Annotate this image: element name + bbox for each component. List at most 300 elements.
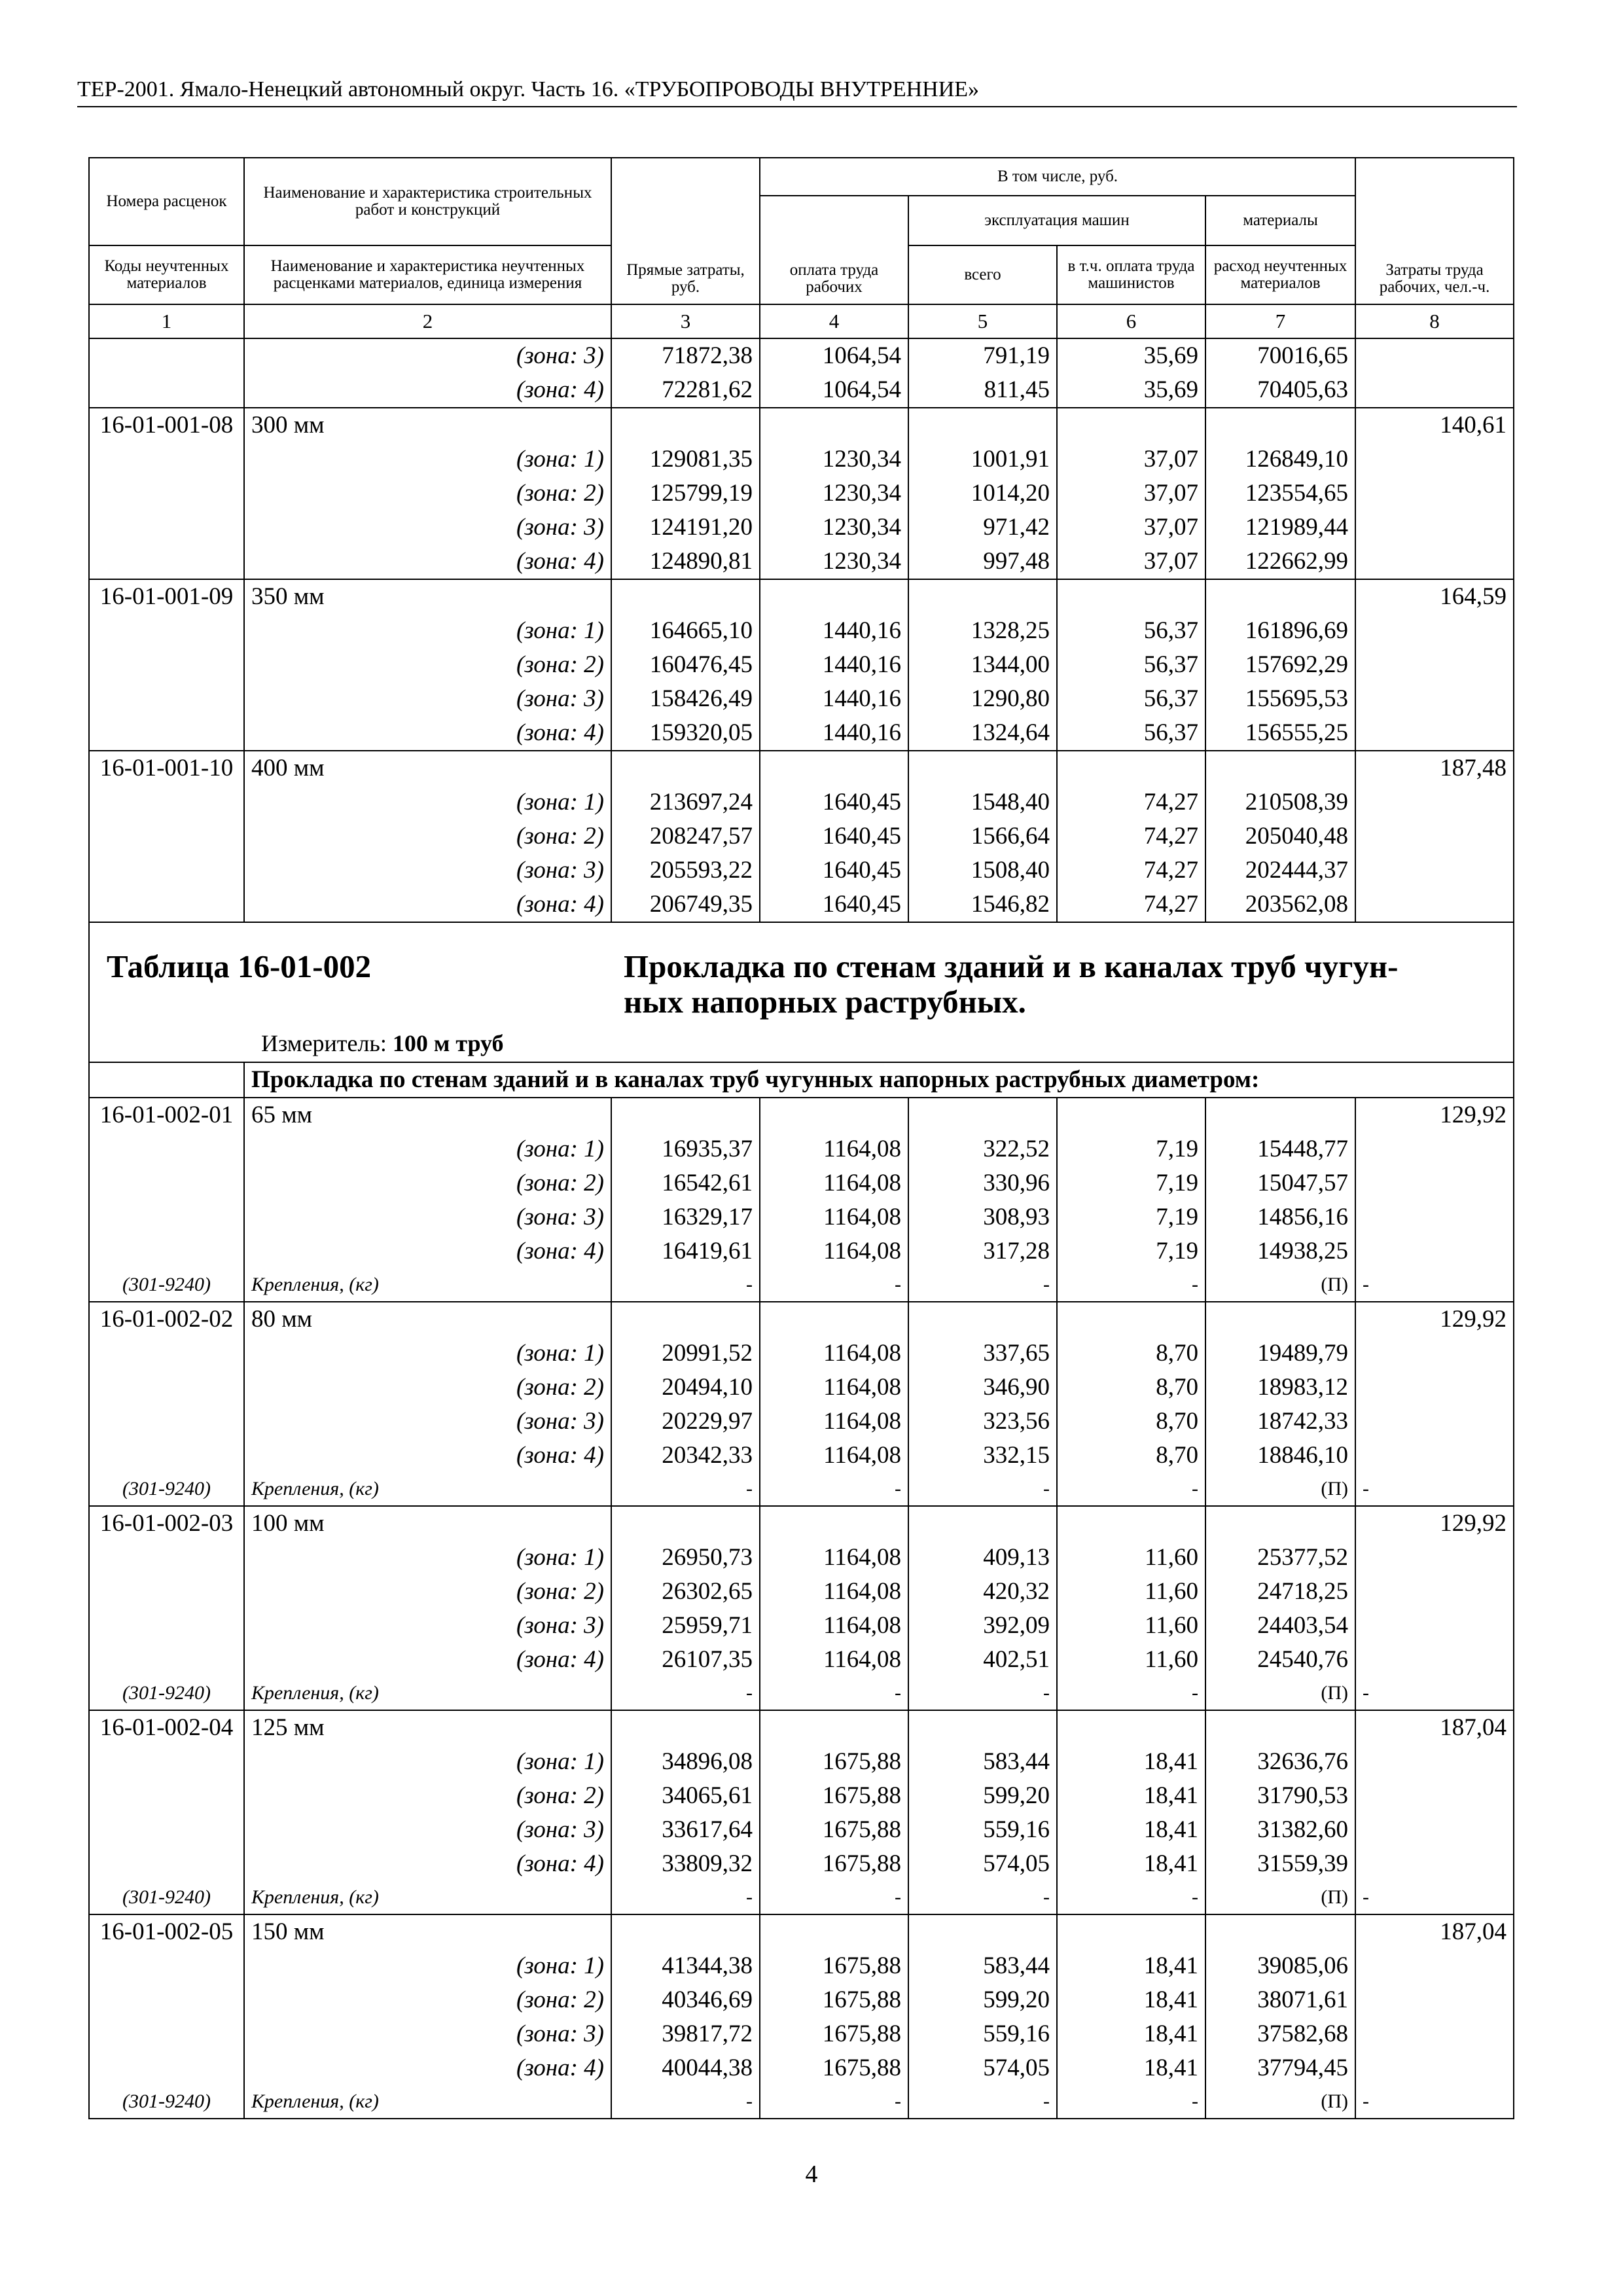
zone-label: (зона: 2) (244, 1983, 611, 2017)
materials-cost: 15047,57 (1205, 1166, 1355, 1200)
machinist-pay: 56,37 (1057, 648, 1205, 682)
material-value: - (908, 1677, 1057, 1710)
direct-cost: 34896,08 (611, 1745, 760, 1779)
labor-pay: 1675,88 (760, 1949, 908, 1983)
code-cell (89, 1847, 244, 1881)
material-value: - (1057, 1473, 1205, 1506)
empty-cell (611, 751, 760, 785)
labor-cost-cell (1355, 373, 1514, 408)
code-cell (89, 785, 244, 819)
machinist-pay: 18,41 (1057, 1779, 1205, 1813)
machines-total: 322,52 (908, 1132, 1057, 1166)
material-code: (301-9240) (89, 1268, 244, 1302)
machines-total: 971,42 (908, 511, 1057, 545)
code-cell (89, 682, 244, 716)
labor-cost-cell (1355, 1132, 1514, 1166)
machines-total: 330,96 (908, 1166, 1057, 1200)
empty-cell (1205, 1302, 1355, 1336)
direct-cost: 72281,62 (611, 373, 760, 408)
empty-cell (908, 1302, 1057, 1336)
materials-cost: 38071,61 (1205, 1983, 1355, 2017)
labor-cost-cell (1355, 1575, 1514, 1609)
material-labor: - (1355, 1473, 1514, 1506)
empty-cell (1205, 1710, 1355, 1745)
direct-cost: 125799,19 (611, 476, 760, 511)
zone-label: (зона: 1) (244, 1949, 611, 1983)
labor-cost-cell (1355, 338, 1514, 373)
direct-cost: 206749,35 (611, 888, 760, 922)
page-number: 4 (805, 2161, 818, 2188)
code-cell (89, 888, 244, 922)
code-cell (89, 1166, 244, 1200)
code-cell (89, 1336, 244, 1371)
zone-row (89, 614, 1514, 648)
rate-name: 300 мм (244, 408, 611, 442)
code-cell (89, 2051, 244, 2085)
table-body-part1 (89, 338, 1514, 922)
header-rule (77, 106, 1517, 107)
labor-pay: 1164,08 (760, 1541, 908, 1575)
machinist-pay: 8,70 (1057, 1439, 1205, 1473)
labor-pay: 1440,16 (760, 648, 908, 682)
material-value: - (908, 1473, 1057, 1506)
machinist-pay: 18,41 (1057, 2017, 1205, 2051)
labor-pay: 1640,45 (760, 888, 908, 922)
code-cell (89, 1609, 244, 1643)
materials-cost: 121989,44 (1205, 511, 1355, 545)
material-name: Крепления, (кг) (244, 1473, 611, 1506)
direct-cost: 124890,81 (611, 545, 760, 579)
zone-row (89, 1166, 1514, 1200)
machinist-pay: 18,41 (1057, 2051, 1205, 2085)
col-machines-header: эксплуатация машин (908, 196, 1205, 245)
rate-code: 16-01-001-08 (89, 408, 244, 442)
machines-total: 1290,80 (908, 682, 1057, 716)
machines-total: 346,90 (908, 1371, 1057, 1405)
machinist-pay: 8,70 (1057, 1405, 1205, 1439)
labor-cost-cell (1355, 1336, 1514, 1371)
labor-cost-cell (1355, 614, 1514, 648)
labor-cost: 129,92 (1355, 1302, 1514, 1336)
materials-cost: 32636,76 (1205, 1745, 1355, 1779)
machines-total: 402,51 (908, 1643, 1057, 1677)
labor-pay: 1675,88 (760, 1813, 908, 1847)
empty-cell (908, 1098, 1057, 1132)
code-cell (89, 716, 244, 751)
material-value: - (1057, 1881, 1205, 1914)
materials-cost: 25377,52 (1205, 1541, 1355, 1575)
direct-cost: 71872,38 (611, 338, 760, 373)
col-direct-header: Прямые затраты, руб. (611, 158, 760, 304)
zone-row (89, 785, 1514, 819)
direct-cost: 158426,49 (611, 682, 760, 716)
zone-label: (зона: 3) (244, 1609, 611, 1643)
material-name: Крепления, (кг) (244, 1677, 611, 1710)
direct-cost: 40044,38 (611, 2051, 760, 2085)
labor-pay: 1675,88 (760, 1779, 908, 1813)
rate-row (89, 1506, 1514, 1541)
machines-total: 599,20 (908, 1983, 1057, 2017)
col-total-header: всего (908, 245, 1057, 304)
column-number-cell: 5 (908, 304, 1057, 338)
labor-pay: 1230,34 (760, 511, 908, 545)
direct-cost: 205593,22 (611, 853, 760, 888)
zone-label: (зона: 4) (244, 545, 611, 579)
labor-cost-cell (1355, 476, 1514, 511)
direct-cost: 16329,17 (611, 1200, 760, 1234)
labor-cost: 140,61 (1355, 408, 1514, 442)
zone-label: (зона: 2) (244, 1371, 611, 1405)
col-namemat-header: Наименование и характеристика неучтенных расценками материалов, единица измерения (244, 245, 611, 304)
empty-cell (1057, 1098, 1205, 1132)
direct-cost: 20229,97 (611, 1405, 760, 1439)
material-code: (301-9240) (89, 1473, 244, 1506)
empty-cell (760, 1098, 908, 1132)
machines-total: 1548,40 (908, 785, 1057, 819)
labor-pay: 1675,88 (760, 1745, 908, 1779)
labor-cost-cell (1355, 1983, 1514, 2017)
material-value: - (611, 1881, 760, 1914)
empty-cell (760, 751, 908, 785)
zone-label: (зона: 3) (244, 1813, 611, 1847)
code-cell (89, 1813, 244, 1847)
empty-cell (1057, 1710, 1205, 1745)
zone-row (89, 2017, 1514, 2051)
labor-pay: 1675,88 (760, 2017, 908, 2051)
labor-pay: 1675,88 (760, 1983, 908, 2017)
zone-row (89, 1336, 1514, 1371)
code-cell (89, 1234, 244, 1268)
direct-cost: 34065,61 (611, 1779, 760, 1813)
machinist-pay: 7,19 (1057, 1132, 1205, 1166)
material-row (89, 1473, 1514, 1506)
empty-cell (611, 1914, 760, 1949)
code-cell (89, 1949, 244, 1983)
zone-row (89, 1745, 1514, 1779)
material-value: - (760, 2085, 908, 2119)
code-cell (89, 476, 244, 511)
table2-title: Прокладка по стенам зданий и в каналах труб чугун-ных напорных раструбных. (624, 948, 1399, 1020)
materials-cost: 14938,25 (1205, 1234, 1355, 1268)
zone-label: (зона: 4) (244, 1643, 611, 1677)
zone-label: (зона: 1) (244, 1336, 611, 1371)
machinist-pay: 56,37 (1057, 716, 1205, 751)
code-cell (89, 1541, 244, 1575)
machines-total: 574,05 (908, 2051, 1057, 2085)
column-number-cell: 2 (244, 304, 611, 338)
rate-row (89, 408, 1514, 442)
col-labor-header: оплата труда рабочих (760, 196, 908, 304)
rate-row (89, 1710, 1514, 1745)
material-value: - (611, 1473, 760, 1506)
materials-cost: 202444,37 (1205, 853, 1355, 888)
labor-cost-cell (1355, 1405, 1514, 1439)
material-value: - (760, 1881, 908, 1914)
zone-label: (зона: 4) (244, 1439, 611, 1473)
code-cell (89, 1439, 244, 1473)
labor-pay: 1640,45 (760, 853, 908, 888)
labor-cost-cell (1355, 1643, 1514, 1677)
materials-cost: 31559,39 (1205, 1847, 1355, 1881)
code-cell (89, 1200, 244, 1234)
measure-label: Измеритель: (261, 1030, 393, 1056)
zone-row (89, 716, 1514, 751)
labor-cost-cell (1355, 1200, 1514, 1234)
zone-label: (зона: 4) (244, 2051, 611, 2085)
machines-total: 337,65 (908, 1336, 1057, 1371)
labor-cost: 164,59 (1355, 579, 1514, 614)
code-cell (89, 819, 244, 853)
column-number-cell: 7 (1205, 304, 1355, 338)
labor-cost-cell (1355, 785, 1514, 819)
code-cell (89, 1371, 244, 1405)
empty-cell (760, 408, 908, 442)
direct-cost: 33809,32 (611, 1847, 760, 1881)
labor-cost: 187,04 (1355, 1914, 1514, 1949)
zone-row (89, 1813, 1514, 1847)
material-value: - (760, 1268, 908, 1302)
labor-cost: 187,48 (1355, 751, 1514, 785)
labor-pay: 1164,08 (760, 1371, 908, 1405)
empty-cell (908, 1914, 1057, 1949)
labor-cost-cell (1355, 1813, 1514, 1847)
labor-pay: 1164,08 (760, 1234, 908, 1268)
labor-cost-cell (1355, 1847, 1514, 1881)
machines-total: 409,13 (908, 1541, 1057, 1575)
labor-pay: 1164,08 (760, 1132, 908, 1166)
material-value: - (908, 1268, 1057, 1302)
empty-cell (908, 751, 1057, 785)
direct-cost: 20991,52 (611, 1336, 760, 1371)
machinist-pay: 18,41 (1057, 1983, 1205, 2017)
zone-label: (зона: 3) (244, 682, 611, 716)
labor-cost-cell (1355, 1439, 1514, 1473)
column-number-cell: 8 (1355, 304, 1514, 338)
empty-cell (611, 1302, 760, 1336)
labor-cost-cell (1355, 2017, 1514, 2051)
rate-code: 16-01-002-03 (89, 1506, 244, 1541)
materials-cost: 70016,65 (1205, 338, 1355, 373)
zone-label: (зона: 2) (244, 1166, 611, 1200)
zone-label: (зона: 4) (244, 373, 611, 408)
code-cell (89, 545, 244, 579)
zone-label: (зона: 3) (244, 338, 611, 373)
materials-cost: 123554,65 (1205, 476, 1355, 511)
zone-row (89, 338, 1514, 373)
labor-pay: 1675,88 (760, 1847, 908, 1881)
rate-code: 16-01-001-10 (89, 751, 244, 785)
materials-cost: 24540,76 (1205, 1643, 1355, 1677)
empty-cell (611, 579, 760, 614)
zone-row (89, 682, 1514, 716)
machines-total: 559,16 (908, 2017, 1057, 2051)
rate-name: 100 мм (244, 1506, 611, 1541)
direct-cost: 129081,35 (611, 442, 760, 476)
zone-row (89, 1847, 1514, 1881)
material-value: (П) (1205, 2085, 1355, 2119)
materials-cost: 156555,25 (1205, 716, 1355, 751)
material-value: - (1057, 1677, 1205, 1710)
column-number-cell: 1 (89, 304, 244, 338)
zone-row (89, 1609, 1514, 1643)
machines-total: 583,44 (908, 1745, 1057, 1779)
empty-cell (1205, 579, 1355, 614)
machinist-pay: 18,41 (1057, 1949, 1205, 1983)
machines-total: 1566,64 (908, 819, 1057, 853)
labor-pay: 1440,16 (760, 614, 908, 648)
material-value: - (611, 1268, 760, 1302)
materials-cost: 161896,69 (1205, 614, 1355, 648)
direct-cost: 213697,24 (611, 785, 760, 819)
section-spacer (89, 1062, 244, 1098)
machinist-pay: 11,60 (1057, 1541, 1205, 1575)
machinist-pay: 74,27 (1057, 785, 1205, 819)
materials-cost: 157692,29 (1205, 648, 1355, 682)
materials-cost: 31790,53 (1205, 1779, 1355, 1813)
direct-cost: 33617,64 (611, 1813, 760, 1847)
zone-label: (зона: 2) (244, 476, 611, 511)
zone-row (89, 1575, 1514, 1609)
labor-pay: 1164,08 (760, 1166, 908, 1200)
materials-cost: 39085,06 (1205, 1949, 1355, 1983)
table2-label: Таблица 16-01-002 (107, 948, 372, 984)
material-value: - (611, 2085, 760, 2119)
zone-label: (зона: 3) (244, 1405, 611, 1439)
zone-label: (зона: 2) (244, 1779, 611, 1813)
material-value: (П) (1205, 1881, 1355, 1914)
direct-cost: 26107,35 (611, 1643, 760, 1677)
direct-cost: 159320,05 (611, 716, 760, 751)
zone-label: (зона: 4) (244, 1234, 611, 1268)
machines-total: 583,44 (908, 1949, 1057, 1983)
code-cell (89, 1643, 244, 1677)
machines-total: 420,32 (908, 1575, 1057, 1609)
direct-cost: 16935,37 (611, 1132, 760, 1166)
machinist-pay: 74,27 (1057, 888, 1205, 922)
machines-total: 308,93 (908, 1200, 1057, 1234)
zone-row (89, 648, 1514, 682)
code-cell (89, 614, 244, 648)
code-cell (89, 1983, 244, 2017)
direct-cost: 26950,73 (611, 1541, 760, 1575)
labor-cost-cell (1355, 1609, 1514, 1643)
material-labor: - (1355, 1881, 1514, 1914)
code-cell (89, 1132, 244, 1166)
rate-name: 65 мм (244, 1098, 611, 1132)
materials-cost: 205040,48 (1205, 819, 1355, 853)
material-row (89, 1268, 1514, 1302)
code-cell (89, 511, 244, 545)
labor-cost: 129,92 (1355, 1098, 1514, 1132)
zone-label: (зона: 3) (244, 511, 611, 545)
machinist-pay: 18,41 (1057, 1813, 1205, 1847)
code-cell (89, 338, 244, 373)
zone-label: (зона: 3) (244, 1200, 611, 1234)
empty-cell (908, 579, 1057, 614)
machinist-pay: 18,41 (1057, 1745, 1205, 1779)
empty-cell (760, 1914, 908, 1949)
labor-pay: 1230,34 (760, 442, 908, 476)
material-value: - (760, 1473, 908, 1506)
material-labor: - (1355, 1268, 1514, 1302)
zone-row (89, 1439, 1514, 1473)
material-value: (П) (1205, 1268, 1355, 1302)
rate-row (89, 1098, 1514, 1132)
code-cell (89, 373, 244, 408)
material-code: (301-9240) (89, 1881, 244, 1914)
material-value: (П) (1205, 1473, 1355, 1506)
price-table (88, 157, 1513, 2119)
direct-cost: 41344,38 (611, 1949, 760, 1983)
rates-table (88, 157, 1514, 2119)
materials-cost: 155695,53 (1205, 682, 1355, 716)
labor-cost-cell (1355, 1745, 1514, 1779)
zone-row (89, 1371, 1514, 1405)
zone-label: (зона: 2) (244, 648, 611, 682)
material-code: (301-9240) (89, 1677, 244, 1710)
empty-cell (1205, 408, 1355, 442)
machines-total: 1324,64 (908, 716, 1057, 751)
zone-label: (зона: 4) (244, 888, 611, 922)
direct-cost: 25959,71 (611, 1609, 760, 1643)
zone-row (89, 1132, 1514, 1166)
rate-name: 350 мм (244, 579, 611, 614)
zone-label: (зона: 3) (244, 2017, 611, 2051)
direct-cost: 39817,72 (611, 2017, 760, 2051)
zone-row (89, 1779, 1514, 1813)
direct-cost: 208247,57 (611, 819, 760, 853)
empty-cell (611, 408, 760, 442)
col-incl-header: В том числе, руб. (760, 158, 1355, 196)
labor-pay: 1164,08 (760, 1575, 908, 1609)
zone-label: (зона: 1) (244, 1745, 611, 1779)
empty-cell (908, 408, 1057, 442)
zone-row (89, 1405, 1514, 1439)
labor-pay: 1164,08 (760, 1609, 908, 1643)
direct-cost: 40346,69 (611, 1983, 760, 2017)
zone-label: (зона: 2) (244, 1575, 611, 1609)
material-value: - (1057, 1268, 1205, 1302)
code-cell (89, 853, 244, 888)
empty-cell (611, 1098, 760, 1132)
measure-value: 100 м труб (392, 1030, 504, 1056)
code-cell (89, 1405, 244, 1439)
zone-row (89, 1949, 1514, 1983)
col-machinist-header: в т.ч. оплата труда машинистов (1057, 245, 1205, 304)
zone-row (89, 819, 1514, 853)
empty-cell (1057, 751, 1205, 785)
machinist-pay: 37,07 (1057, 442, 1205, 476)
material-name: Крепления, (кг) (244, 1881, 611, 1914)
zone-row (89, 853, 1514, 888)
material-row (89, 1881, 1514, 1914)
machinist-pay: 7,19 (1057, 1234, 1205, 1268)
materials-cost: 18846,10 (1205, 1439, 1355, 1473)
zone-label: (зона: 4) (244, 1847, 611, 1881)
empty-cell (1205, 751, 1355, 785)
rate-row (89, 751, 1514, 785)
labor-cost-cell (1355, 853, 1514, 888)
rate-code: 16-01-002-04 (89, 1710, 244, 1745)
material-value: - (1057, 2085, 1205, 2119)
machines-total: 599,20 (908, 1779, 1057, 1813)
zone-label: (зона: 1) (244, 1132, 611, 1166)
labor-pay: 1164,08 (760, 1405, 908, 1439)
machines-total: 1508,40 (908, 853, 1057, 888)
labor-pay: 1164,08 (760, 1200, 908, 1234)
machines-total: 811,45 (908, 373, 1057, 408)
material-name: Крепления, (кг) (244, 2085, 611, 2119)
